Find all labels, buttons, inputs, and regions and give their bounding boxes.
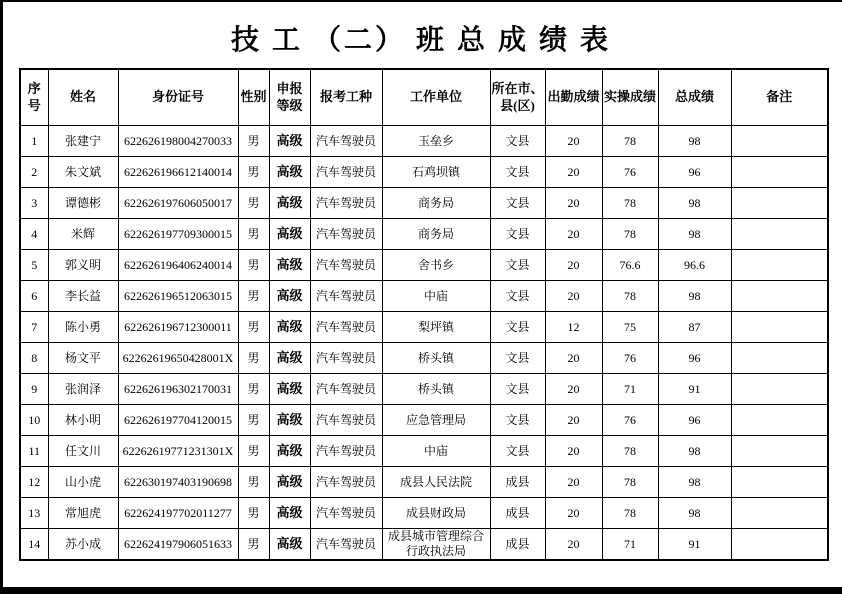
cell-practical-score: 71 bbox=[602, 529, 658, 561]
column-header-total-score: 总成绩 bbox=[658, 69, 731, 126]
cell-id-number: 622626197704120015 bbox=[118, 405, 238, 436]
cell-id-number: 622626196302170031 bbox=[118, 374, 238, 405]
cell-gender: 男 bbox=[238, 436, 269, 467]
cell-gender: 男 bbox=[238, 250, 269, 281]
cell-remarks bbox=[731, 281, 828, 312]
column-header-no: 序号 bbox=[20, 69, 48, 126]
cell-job-type: 汽车驾驶员 bbox=[310, 467, 382, 498]
cell-remarks bbox=[731, 312, 828, 343]
cell-practical-score: 76 bbox=[602, 343, 658, 374]
cell-total-score: 98 bbox=[658, 219, 731, 250]
cell-id-number: 622626196406240014 bbox=[118, 250, 238, 281]
cell-practical-score: 76 bbox=[602, 157, 658, 188]
table-row bbox=[20, 188, 828, 219]
cell-total-score: 98 bbox=[658, 126, 731, 157]
cell-no: 5 bbox=[20, 250, 48, 281]
cell-id-number: 622626197709300015 bbox=[118, 219, 238, 250]
cell-county: 文县 bbox=[490, 219, 545, 250]
table-row bbox=[20, 312, 828, 343]
cell-level: 高级 bbox=[269, 312, 310, 343]
cell-total-score: 91 bbox=[658, 374, 731, 405]
cell-id-number: 622626198004270033 bbox=[118, 126, 238, 157]
cell-id-number: 622624197702011277 bbox=[118, 498, 238, 529]
cell-county: 文县 bbox=[490, 250, 545, 281]
cell-no: 12 bbox=[20, 467, 48, 498]
cell-county: 文县 bbox=[490, 374, 545, 405]
cell-remarks bbox=[731, 157, 828, 188]
cell-remarks bbox=[731, 436, 828, 467]
cell-work-unit: 商务局 bbox=[382, 188, 490, 219]
cell-name: 米辉 bbox=[48, 219, 118, 250]
column-header-name: 姓名 bbox=[48, 69, 118, 126]
cell-county: 文县 bbox=[490, 281, 545, 312]
cell-county: 成县 bbox=[490, 467, 545, 498]
column-header-job-type: 报考工种 bbox=[310, 69, 382, 126]
column-header-level: 申报等级 bbox=[269, 69, 310, 126]
table-row bbox=[20, 157, 828, 188]
cell-gender: 男 bbox=[238, 405, 269, 436]
cell-name: 朱文斌 bbox=[48, 157, 118, 188]
cell-gender: 男 bbox=[238, 188, 269, 219]
cell-county: 成县 bbox=[490, 498, 545, 529]
cell-gender: 男 bbox=[238, 281, 269, 312]
column-header-remarks: 备注 bbox=[731, 69, 828, 126]
cell-name: 张润泽 bbox=[48, 374, 118, 405]
table-row bbox=[20, 467, 828, 498]
cell-practical-score: 78 bbox=[602, 281, 658, 312]
cell-name: 任文川 bbox=[48, 436, 118, 467]
table-row bbox=[20, 343, 828, 374]
cell-no: 7 bbox=[20, 312, 48, 343]
cell-total-score: 98 bbox=[658, 188, 731, 219]
cell-name: 张建宁 bbox=[48, 126, 118, 157]
cell-work-unit: 成县城市管理综合行政执法局 bbox=[382, 529, 490, 561]
column-header-practical-score: 实操成绩 bbox=[602, 69, 658, 126]
cell-job-type: 汽车驾驶员 bbox=[310, 250, 382, 281]
cell-gender: 男 bbox=[238, 219, 269, 250]
cell-level: 高级 bbox=[269, 281, 310, 312]
cell-gender: 男 bbox=[238, 374, 269, 405]
cell-work-unit: 商务局 bbox=[382, 219, 490, 250]
cell-level: 高级 bbox=[269, 188, 310, 219]
cell-county: 文县 bbox=[490, 126, 545, 157]
cell-id-number: 622626197606050017 bbox=[118, 188, 238, 219]
header-row bbox=[20, 69, 828, 126]
cell-work-unit: 成县财政局 bbox=[382, 498, 490, 529]
table-row bbox=[20, 126, 828, 157]
column-header-county: 所在市、县(区) bbox=[490, 69, 545, 126]
column-header-work-unit: 工作单位 bbox=[382, 69, 490, 126]
cell-job-type: 汽车驾驶员 bbox=[310, 405, 382, 436]
cell-job-type: 汽车驾驶员 bbox=[310, 529, 382, 561]
cell-name: 陈小勇 bbox=[48, 312, 118, 343]
cell-remarks bbox=[731, 405, 828, 436]
cell-gender: 男 bbox=[238, 529, 269, 561]
cell-job-type: 汽车驾驶员 bbox=[310, 498, 382, 529]
cell-practical-score: 76 bbox=[602, 405, 658, 436]
cell-practical-score: 71 bbox=[602, 374, 658, 405]
cell-job-type: 汽车驾驶员 bbox=[310, 281, 382, 312]
cell-practical-score: 78 bbox=[602, 436, 658, 467]
table-row bbox=[20, 436, 828, 467]
cell-level: 高级 bbox=[269, 529, 310, 561]
cell-total-score: 98 bbox=[658, 281, 731, 312]
cell-no: 10 bbox=[20, 405, 48, 436]
cell-remarks bbox=[731, 374, 828, 405]
cell-gender: 男 bbox=[238, 467, 269, 498]
cell-work-unit: 桥头镇 bbox=[382, 374, 490, 405]
cell-no: 3 bbox=[20, 188, 48, 219]
cell-attendance-score: 20 bbox=[545, 188, 602, 219]
cell-total-score: 87 bbox=[658, 312, 731, 343]
cell-no: 9 bbox=[20, 374, 48, 405]
cell-county: 文县 bbox=[490, 157, 545, 188]
cell-id-number: 622630197403190698 bbox=[118, 467, 238, 498]
score-table bbox=[19, 68, 829, 561]
cell-level: 高级 bbox=[269, 126, 310, 157]
cell-total-score: 98 bbox=[658, 436, 731, 467]
cell-work-unit: 中庙 bbox=[382, 281, 490, 312]
cell-total-score: 96 bbox=[658, 343, 731, 374]
cell-attendance-score: 20 bbox=[545, 529, 602, 561]
cell-practical-score: 75 bbox=[602, 312, 658, 343]
table-row bbox=[20, 529, 828, 561]
cell-attendance-score: 20 bbox=[545, 467, 602, 498]
cell-gender: 男 bbox=[238, 498, 269, 529]
cell-practical-score: 78 bbox=[602, 467, 658, 498]
score-table-body bbox=[20, 126, 828, 561]
cell-name: 李长益 bbox=[48, 281, 118, 312]
cell-attendance-score: 20 bbox=[545, 436, 602, 467]
cell-attendance-score: 20 bbox=[545, 498, 602, 529]
cell-county: 文县 bbox=[490, 188, 545, 219]
cell-work-unit: 玉垒乡 bbox=[382, 126, 490, 157]
cell-total-score: 96.6 bbox=[658, 250, 731, 281]
cell-remarks bbox=[731, 126, 828, 157]
cell-job-type: 汽车驾驶员 bbox=[310, 436, 382, 467]
cell-id-number: 62262619650428001X bbox=[118, 343, 238, 374]
cell-work-unit: 桥头镇 bbox=[382, 343, 490, 374]
cell-attendance-score: 20 bbox=[545, 374, 602, 405]
cell-total-score: 98 bbox=[658, 467, 731, 498]
cell-remarks bbox=[731, 188, 828, 219]
cell-remarks bbox=[731, 467, 828, 498]
cell-remarks bbox=[731, 529, 828, 561]
page-title: 技 工 （二） 班 总 成 绩 表 bbox=[230, 25, 611, 56]
cell-county: 文县 bbox=[490, 343, 545, 374]
cell-job-type: 汽车驾驶员 bbox=[310, 374, 382, 405]
table-row bbox=[20, 281, 828, 312]
cell-name: 杨文平 bbox=[48, 343, 118, 374]
cell-work-unit: 梨坪镇 bbox=[382, 312, 490, 343]
cell-level: 高级 bbox=[269, 343, 310, 374]
cell-job-type: 汽车驾驶员 bbox=[310, 312, 382, 343]
cell-id-number: 622626196612140014 bbox=[118, 157, 238, 188]
table-row bbox=[20, 374, 828, 405]
table-row bbox=[20, 250, 828, 281]
cell-practical-score: 78 bbox=[602, 219, 658, 250]
cell-practical-score: 78 bbox=[602, 126, 658, 157]
cell-work-unit: 应急管理局 bbox=[382, 405, 490, 436]
cell-attendance-score: 20 bbox=[545, 219, 602, 250]
cell-county: 文县 bbox=[490, 436, 545, 467]
cell-level: 高级 bbox=[269, 467, 310, 498]
cell-name: 苏小成 bbox=[48, 529, 118, 561]
cell-attendance-score: 20 bbox=[545, 405, 602, 436]
cell-name: 林小明 bbox=[48, 405, 118, 436]
cell-no: 2 bbox=[20, 157, 48, 188]
cell-practical-score: 78 bbox=[602, 498, 658, 529]
cell-level: 高级 bbox=[269, 498, 310, 529]
cell-practical-score: 78 bbox=[602, 188, 658, 219]
cell-id-number: 622624197906051633 bbox=[118, 529, 238, 561]
cell-remarks bbox=[731, 219, 828, 250]
cell-level: 高级 bbox=[269, 436, 310, 467]
cell-level: 高级 bbox=[269, 374, 310, 405]
cell-name: 山小虎 bbox=[48, 467, 118, 498]
cell-job-type: 汽车驾驶员 bbox=[310, 188, 382, 219]
cell-id-number: 622626196512063015 bbox=[118, 281, 238, 312]
cell-attendance-score: 20 bbox=[545, 250, 602, 281]
cell-county: 文县 bbox=[490, 312, 545, 343]
cell-total-score: 96 bbox=[658, 157, 731, 188]
cell-no: 8 bbox=[20, 343, 48, 374]
cell-total-score: 91 bbox=[658, 529, 731, 561]
column-header-gender: 性别 bbox=[238, 69, 269, 126]
column-header-id-number: 身份证号 bbox=[118, 69, 238, 126]
cell-gender: 男 bbox=[238, 126, 269, 157]
cell-no: 6 bbox=[20, 281, 48, 312]
cell-gender: 男 bbox=[238, 312, 269, 343]
column-header-attendance-score: 出勤成绩 bbox=[545, 69, 602, 126]
cell-total-score: 96 bbox=[658, 405, 731, 436]
cell-work-unit: 石鸡坝镇 bbox=[382, 157, 490, 188]
table-row bbox=[20, 219, 828, 250]
cell-work-unit: 成县人民法院 bbox=[382, 467, 490, 498]
cell-name: 郭义明 bbox=[48, 250, 118, 281]
cell-attendance-score: 20 bbox=[545, 126, 602, 157]
cell-work-unit: 中庙 bbox=[382, 436, 490, 467]
cell-name: 常旭虎 bbox=[48, 498, 118, 529]
cell-no: 4 bbox=[20, 219, 48, 250]
cell-id-number: 62262619771231301X bbox=[118, 436, 238, 467]
cell-id-number: 622626196712300011 bbox=[118, 312, 238, 343]
cell-level: 高级 bbox=[269, 157, 310, 188]
cell-remarks bbox=[731, 250, 828, 281]
cell-total-score: 98 bbox=[658, 498, 731, 529]
cell-county: 文县 bbox=[490, 405, 545, 436]
cell-remarks bbox=[731, 343, 828, 374]
table-row bbox=[20, 405, 828, 436]
cell-work-unit: 舍书乡 bbox=[382, 250, 490, 281]
cell-level: 高级 bbox=[269, 219, 310, 250]
cell-job-type: 汽车驾驶员 bbox=[310, 157, 382, 188]
cell-level: 高级 bbox=[269, 405, 310, 436]
cell-no: 13 bbox=[20, 498, 48, 529]
cell-no: 14 bbox=[20, 529, 48, 561]
cell-no: 11 bbox=[20, 436, 48, 467]
cell-attendance-score: 20 bbox=[545, 157, 602, 188]
cell-attendance-score: 20 bbox=[545, 281, 602, 312]
cell-county: 成县 bbox=[490, 529, 545, 561]
table-row bbox=[20, 498, 828, 529]
cell-level: 高级 bbox=[269, 250, 310, 281]
cell-attendance-score: 12 bbox=[545, 312, 602, 343]
cell-no: 1 bbox=[20, 126, 48, 157]
cell-job-type: 汽车驾驶员 bbox=[310, 343, 382, 374]
cell-gender: 男 bbox=[238, 157, 269, 188]
cell-practical-score: 76.6 bbox=[602, 250, 658, 281]
table-header bbox=[20, 69, 828, 126]
cell-gender: 男 bbox=[238, 343, 269, 374]
cell-remarks bbox=[731, 498, 828, 529]
cell-job-type: 汽车驾驶员 bbox=[310, 219, 382, 250]
cell-attendance-score: 20 bbox=[545, 343, 602, 374]
cell-name: 谭德彬 bbox=[48, 188, 118, 219]
bottom-border-bar bbox=[0, 587, 842, 594]
cell-job-type: 汽车驾驶员 bbox=[310, 126, 382, 157]
